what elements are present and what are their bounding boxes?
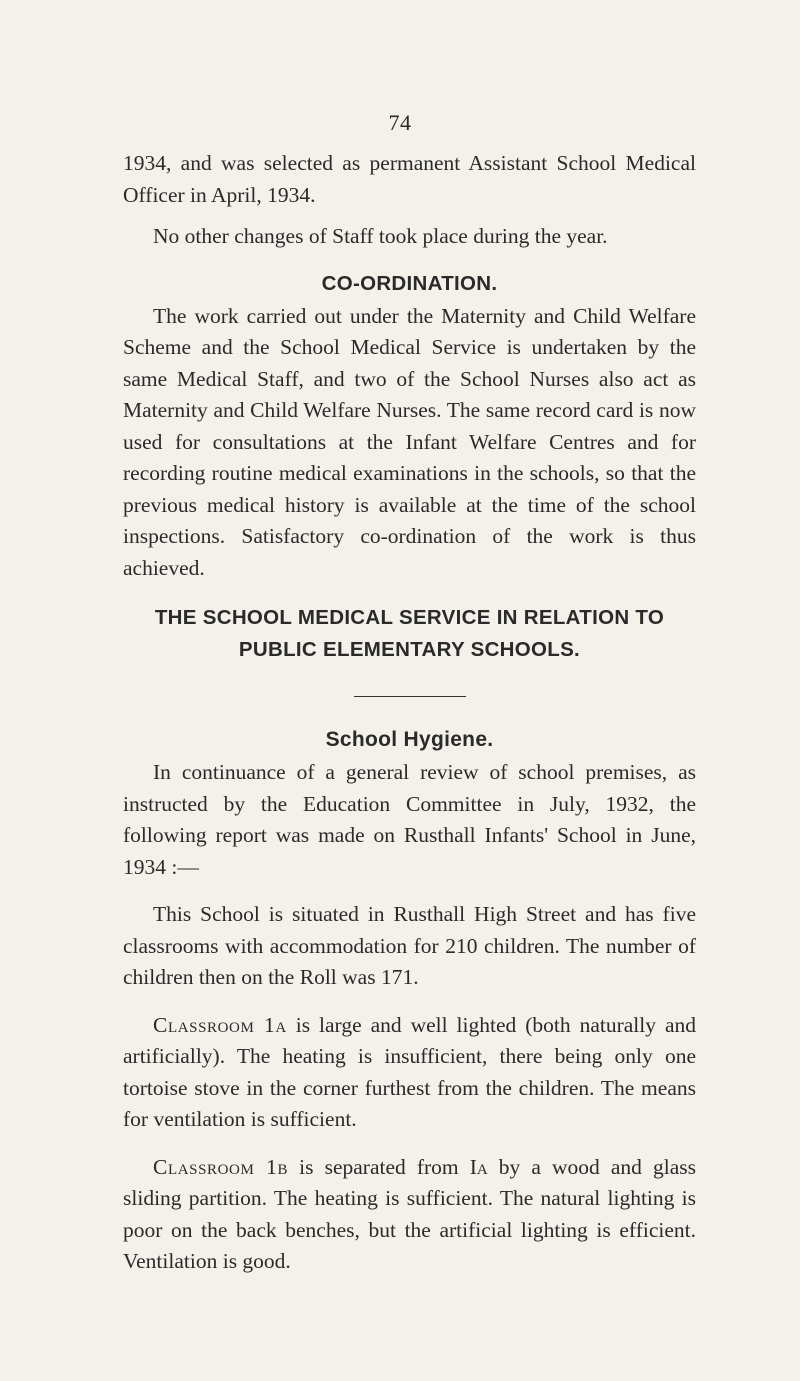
heading-school-medical-service: THE SCHOOL MEDICAL SERVICE IN RELATION TO PUBLIC ELEMENTARY SCHOOLS. bbox=[154, 606, 665, 661]
classroom-1b-label: Classroom 1b bbox=[153, 1154, 289, 1179]
heading-school-hygiene: School Hygiene. bbox=[325, 728, 494, 751]
classroom-1a-label: Classroom 1a bbox=[153, 1012, 287, 1037]
paragraph-classroom-1b bbox=[123, 1152, 696, 1278]
classroom-1a-reference: a bbox=[476, 1154, 488, 1179]
page-body bbox=[123, 148, 696, 1278]
paragraph-staff-changes: No other changes of Staff took place during the year. bbox=[153, 224, 608, 248]
paragraph-classroom-1a bbox=[123, 1010, 696, 1136]
paragraph-coordination: The work carried out under the Maternity and Child Welfare Scheme and the School Medical Service is undertaken by the same Medical Staff, and two of the School Nurses also act as Maternity and Child Welfare Nurses. The same record card is now used for consultations at the Infant Welfare Centres and for recording routine medical examinations in the schools, so that the previous medical history is available at the time of the school inspections. Satisfactory co-ordination of the work is thus achieved. bbox=[123, 303, 696, 580]
paragraph-general-review: In continuance of a general review of school premises, as instructed by the Education Committee in July, 1932, the following report was made on Rusthall Infants' School in June, 1934 :— bbox=[123, 760, 696, 879]
section-divider bbox=[354, 696, 466, 697]
paragraph-continuation: 1934, and was selected as permanent Assistant School Medical Officer in April, 1934. bbox=[123, 151, 696, 207]
classroom-1b-text-start: is separated from I bbox=[288, 1154, 477, 1179]
classroom-1a-text: is large and well lighted (both naturally and artificially). The heating is insufficient, there being only one tortoise stove in the corner furthest from the children. The means for ventilation is sufficient. bbox=[123, 1012, 696, 1131]
paragraph-school-description: This School is situated in Rusthall High Street and has five classrooms with accommodation for 210 children. The number of children then on the Roll was 171. bbox=[123, 902, 696, 989]
heading-coordination: CO-ORDINATION. bbox=[321, 271, 498, 295]
page-number: 74 bbox=[388, 110, 412, 135]
classroom-1b-text-end: by a wood and glass sliding partition. The heating is sufficient. The natural lighting is poor on the back benches, but the artificial lighting is efficient. Ventilation is good. bbox=[123, 1154, 696, 1273]
